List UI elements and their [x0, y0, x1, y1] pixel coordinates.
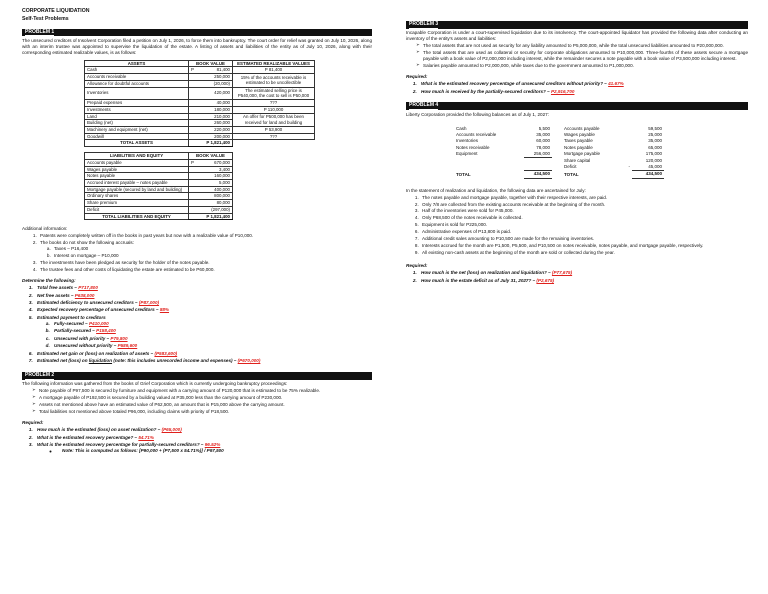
answer: P717,800 — [78, 285, 98, 291]
problem-4-header: PROBLEM 4 — [406, 102, 748, 110]
list-item: a. Taxes – P16,400 — [52, 246, 372, 252]
answer: 54.71% — [138, 434, 154, 440]
answer: P2,916,700 — [550, 88, 575, 94]
list-item: ➢ A mortgage payable of P192,500 is secured by a building valued at P35,000 less than the carrying amount of P230,000. — [32, 395, 372, 401]
table-row: Wages payable 3,400 — [85, 166, 315, 173]
table-row: Land 210,000 An offer for P500,000 has been received for land and building — [85, 113, 315, 120]
table-row: Machinery and equipment (net) 220,000 P 53,900 — [85, 126, 315, 133]
table-row: Cash P 81,400 P 81,400 — [85, 67, 315, 74]
list-item: 1. The notes payable and mortgage payable, together with their respective interests, are paid. — [420, 195, 748, 201]
list-item: c. Unsecured with priority – P79,800 — [51, 336, 372, 342]
list-item: 4. Expected recovery percentage of unsecured creditors – 88% — [34, 307, 372, 313]
answer: P410,000 — [88, 320, 109, 326]
list-item: ➢ Note payable of P97,500 is secured by furniture and equipment with a carrying amount of P120,000 that is estimated to be 75% realizable. — [32, 388, 372, 394]
answer: 96.52% — [204, 442, 221, 448]
list-item: 1. How much is the estimated (loss) on asset realization? – (P65,000) — [34, 427, 372, 433]
problem-2-required-list — [34, 427, 372, 454]
table-row: Equipment 256,000 Mortgage payable 175,000 — [456, 150, 662, 157]
list-item: 3. Estimated deficiency to unsecured creditors – (P87,000) — [34, 300, 372, 306]
answer: 88% — [159, 307, 170, 313]
list-item: ➢ Salaries payable amounted to P2,000,000, while taxes due to the government amounted to P1,000,000. — [416, 63, 748, 69]
list-item: d. Unsecured without priority – P589,600 — [51, 343, 372, 349]
list-item: 1. What is the estimated recovery percentage of unsecured creditors without priority? – 41.67% — [418, 81, 748, 87]
table-row: Share capital 120,000 — [564, 157, 662, 163]
table-row: Inventories 420,000 The estimated selling price is P540,000, the cost to sell is P50,000 — [85, 87, 315, 99]
problem-2-header: PROBLEM 2 — [22, 372, 372, 380]
answer: P638,000 — [74, 292, 95, 298]
list-item: b. Partially-secured – P158,400 — [51, 328, 372, 334]
answer: (P87,000) — [138, 299, 160, 305]
list-item: 5. Equipment is sold for P225,000. — [420, 222, 748, 228]
answer: P589,600 — [117, 343, 138, 349]
answer: (P65,000) — [161, 427, 182, 433]
problem-3-header: PROBLEM 3 — [406, 21, 748, 29]
list-item: 8. Interests accrued for the month are P1,500, P5,500, and P10,500 on notes receivable, notes payable, and mortgage payable, respectively. — [420, 243, 748, 249]
list-item: 2. Only 7/8 are collected from the existing accounts receivable at the beginning of the month. — [420, 202, 748, 208]
list-item: 2. What is the estimated recovery percentage? – 54.71% — [34, 435, 372, 441]
table-row: Accounts receivable 35,000 Wages payable 25,000 — [456, 131, 662, 137]
left-column — [22, 8, 372, 456]
determine-list — [34, 285, 372, 364]
total-assets-row: TOTAL ASSETS P 1,821,400 — [85, 140, 315, 147]
list-item: 2. The books do not show the following accruals: a. Taxes – P16,400 b. Interest on mortgage – P10,000 — [38, 240, 372, 259]
list-item: 1. How much is the net (loss) on realization and liquidation? – (P77,675) — [418, 270, 748, 276]
answer: 41.67% — [608, 81, 624, 87]
list-item: 2. How much is received by the partially-secured creditors? – P2,916,700 — [418, 89, 748, 95]
problem-2-intro: The following information was gathered from the books of Grief Corporation which is currently undergoing bankruptcy proceedings: — [22, 381, 288, 387]
answer: (P670,000) — [237, 358, 261, 364]
table-row: Ordinary shares 800,000 — [85, 193, 315, 200]
problem-3-intro: Incapable Corporation is under a court-supervised liquidation due to its insolvency. The court-appointed liquidator has provided the following data after conducting an inventory of the entity's assets and liabilities: — [406, 30, 748, 42]
table-row: Accounts receivable 250,000 15% of the accounts receivable is estimated to be uncollectible — [85, 74, 315, 81]
list-item: 4. The trustee fees and other costs of liquidating the estate are estimated to be P60,000. — [38, 267, 372, 273]
list-item: ➢ The total assets that are not used as security for any liability amounted to P5,000,000, while the total unsecured liabilities amounted to P20,000,000. — [416, 43, 748, 49]
problem-4-required-title: Required: — [406, 263, 428, 269]
table-row: Deficit - 45,000 — [564, 163, 662, 170]
list-item: ➢ Total liabilities not mentioned above totaled P96,000, including claims with priority of P18,500. — [32, 409, 372, 415]
table-row: Deficit (297,000) — [85, 206, 315, 213]
balances-table — [454, 126, 664, 179]
table-row: Building (net) 260,000 — [85, 120, 315, 127]
answer: P158,400 — [96, 328, 116, 334]
list-item: 1. Total free assets – P717,800 — [34, 285, 372, 291]
liab-book-value-col-head: BOOK VALUE — [189, 153, 233, 160]
list-item: b. Interest on mortgage – P10,000 — [52, 253, 372, 259]
accruals-list — [52, 246, 372, 259]
problem-4-info-list — [420, 195, 748, 257]
table-row: Inventories 60,000 Taxes payable 35,000 — [456, 138, 662, 144]
list-item: 7. Estimated net (loss) on liquidation (note: this includes unrecorded income and expenses) – (P670,000) — [34, 358, 372, 364]
list-item: 2. Net free assets – P638,000 — [34, 293, 372, 299]
list-item: 3. What is the estimated recovery percentage for partially-secured creditors? – 96.52% ◦ Note: This is computed as follows: [P90,000 + (P7,500 x 54.71%)] / P97,500 — [34, 442, 372, 454]
list-item: ➢ The total assets that are used as collateral or security for corporate obligations amounted to P10,000,000. Three-fourths of these assets secure a mortgage payable with a book value of P2,000,000 including interest, while the remainder secures a note payable with a book value of P3,500,000 including interest. — [416, 50, 748, 62]
answer: (P2,675) — [536, 277, 555, 283]
list-item: 3. The investments have been pledged as security for the holder of the notes payable. — [38, 260, 372, 266]
list-item: 5. Estimated payment to creditors a. Fully-secured – P410,000 b. Partially-secured – P158,400 c. Unsecured with priority – P79,800 d. Unsecured without priority – P589,600 — [34, 315, 372, 349]
total-liabilities-row: TOTAL LIABILITIES AND EQUITY P 1,821,400 — [85, 213, 315, 220]
list-item: 6. Estimated net gain or (loss) on realization of assets – (P583,600) — [34, 351, 372, 357]
additional-info-title: Additional information: — [22, 226, 68, 232]
list-item: a. Fully-secured – P410,000 — [51, 321, 372, 327]
list-item: 2. How much is the estate deficit as of July 31, 2027? – (P2,675) — [418, 278, 748, 284]
problem-3-required-list — [418, 81, 748, 94]
problem-4-info-intro: In the statement of realization and liquidation, the following data are ascertained for July: — [406, 187, 586, 193]
answer: P79,800 — [110, 335, 128, 341]
list-item: 3. Half of the inventories were sold for P45,000. — [420, 208, 748, 214]
list-item: 4. Only P68,500 of the notes receivable is collected. — [420, 215, 748, 221]
table-row: Notes receivable 78,000 Notes payable 65,000 — [456, 144, 662, 150]
balances-total-row: TOTAL 434,500 TOTAL 434,500 — [456, 171, 662, 177]
problem-2-required-title: Required: — [22, 420, 44, 426]
assets-table — [84, 60, 315, 221]
determine-title: Determine the following: — [22, 278, 76, 284]
table-row: Accounts payable P 670,000 — [85, 159, 315, 166]
problem-4-intro: Liberty Corporation provided the following balances as of July 1, 2027: — [406, 111, 550, 117]
assets-col-head: ASSETS — [85, 60, 189, 67]
computation-note: ◦ Note: This is computed as follows: [P90,000 + (P7,500 x 54.71%)] / P97,500 — [59, 448, 372, 454]
table-row: Notes payable 160,000 — [85, 173, 315, 180]
problem-3-bullets — [416, 43, 748, 69]
table-row: Allowance for doubtful accounts (20,000) — [85, 80, 315, 87]
additional-info-list — [38, 233, 372, 273]
table-row: Mortgage payable (secured by land and building) 400,000 — [85, 186, 315, 193]
table-row: Cash 5,500 Accounts payable 59,500 — [456, 125, 662, 131]
document-title: CORPORATE LIQUIDATION — [22, 8, 90, 14]
answer: (P583,600) — [154, 350, 178, 356]
list-item: 1. Patents were completely written off in the books in past years but now with a realizable value of P10,000. — [38, 233, 372, 239]
table-row: Share premium 80,000 — [85, 200, 315, 207]
table-row: Prepaid expenses 40,000 ??? — [85, 100, 315, 107]
problem-2-bullets — [32, 388, 372, 415]
right-column — [406, 8, 748, 285]
list-item: ➢ Assets not mentioned above have an estimated value of P62,500, an amount that is P15,000 above the carrying amount. — [32, 402, 372, 408]
list-item: 9. All existing non-cash assets at the beginning of the month are sold or collected during the year. — [420, 250, 748, 256]
book-value-col-head: BOOK VALUE — [189, 60, 233, 67]
table-row: Accrued interest payable – notes payable 5,000 — [85, 179, 315, 186]
problem-3-required-title: Required: — [406, 74, 428, 80]
problem-1-header: PROBLEM 1 — [22, 29, 372, 37]
problem-1-intro: The unsecured creditors of Insolvent Corporation filed a petition on July 1, 2026, to force them into bankruptcy. The court order for relief was granted on July 10, 2026, along with an interim trustee was appointed to supervise the liquidation of the estate. A listing of assets and liabilities of the entity as of July 10, 2026, along with their corresponding estimated realizable values, is as follows: — [22, 37, 372, 55]
list-item: 6. Administrative expenses of P13,800 is paid. — [420, 229, 748, 235]
document-subtitle: Self-Test Problems — [22, 15, 69, 22]
list-item: 7. Additional credit sales amounting to P10,500 are made for the remaining inventories. — [420, 236, 748, 242]
answer: (P77,675) — [551, 270, 573, 276]
liabilities-col-head: LIABILITIES AND EQUITY — [85, 153, 189, 160]
table-row: Goodwill 200,000 ??? — [85, 133, 315, 140]
table-row: Investments 180,000 P 110,000 — [85, 106, 315, 113]
problem-4-required-list — [418, 270, 748, 283]
realizable-col-head: ESTIMATED REALIZABLE VALUES — [233, 60, 315, 67]
